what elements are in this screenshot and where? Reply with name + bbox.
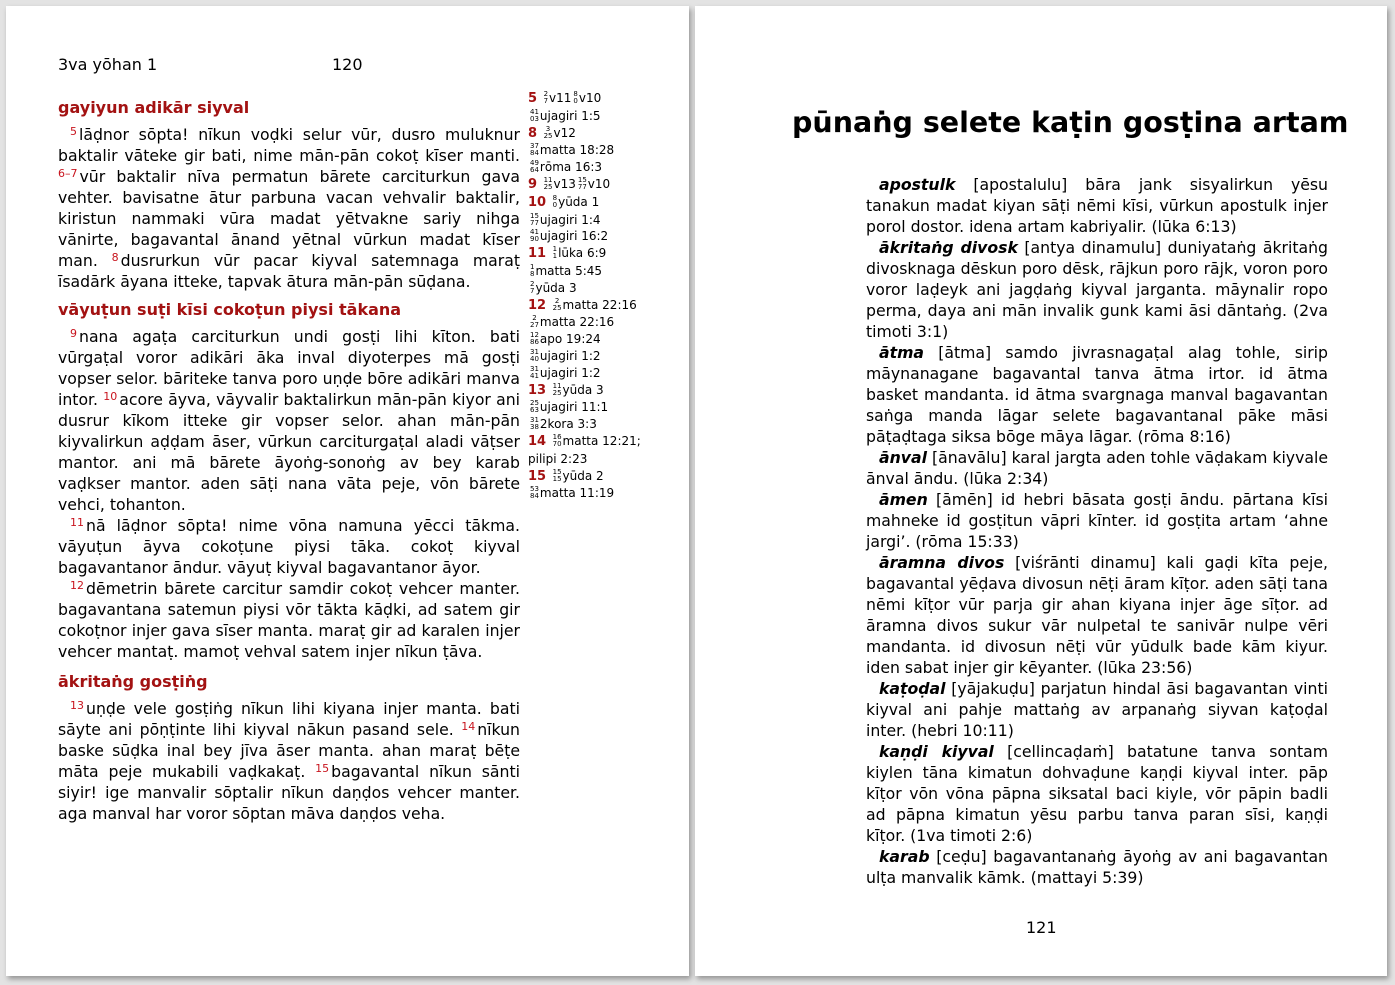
section-heading: ākritaṅg gosṭiṅg (58, 672, 208, 691)
xref-verse-number: 8 (528, 125, 542, 141)
xref-verse-number: 12 (528, 297, 551, 313)
glossary-definition: [cellincaḍaṁ] batatune tanva sontam kiylen tāna kimatun dohvaḍune kaṇḍi kiyval inter. pāp kīṭor vōn vōna pāpna siksatal baci kiyle, vōr pāpin badli ad pāpna kimatun yēsu parbu tanva paran sīsi, kaṇḍi kīṭor. (1va timoti 2:6) (866, 742, 1328, 845)
verse-number: 13 (70, 699, 84, 712)
xref-fraction-bottom: 41 (530, 371, 539, 380)
glossary-definition: [antya dinamulu] duniyataṅg ākritaṅg divosknaga dēskun poro dēsk, rājkun poro rājk, voron poro voror laḍeyk ani jagḍaṅg kiyval jarganta. māynalir ropo perma, daya ani mān invalik gunk kami āsi dāntaṅg. (2va timoti 3:1) (866, 238, 1328, 341)
cross-reference-row (528, 348, 678, 365)
xref-fraction-top: 49 (530, 159, 539, 168)
xref-text: yūda 3 (562, 382, 604, 397)
xref-fraction-bottom: 7 (530, 286, 535, 295)
xref-fraction-top: 1 (530, 262, 535, 271)
left-page (6, 6, 689, 976)
xref-verse-number: 11 (528, 246, 551, 262)
cross-reference-row (528, 485, 678, 502)
verse-text: nana agaṭa carciturkun undi gosṭi lihi kīton. bati vūrgaṭal voror adikāri āka inval diyoterpes mā gosṭi vopser selor. bāriteke tanva poro uṇḍe bōre adikāri manva intor. (58, 327, 520, 409)
xref-fraction (530, 417, 539, 431)
xref-text: matta 11:19 (539, 486, 615, 501)
xref-fraction-bottom: 7 (543, 97, 549, 105)
xref-fraction (553, 298, 562, 312)
xref-fraction-bottom: 90 (530, 235, 539, 244)
xref-text: v10 (587, 176, 611, 191)
xref-fraction-bottom: 40 (530, 354, 539, 363)
cross-reference-row (528, 331, 678, 348)
glossary-entry (866, 489, 1328, 552)
cross-reference-row (528, 212, 678, 229)
xref-fraction-top: 37 (530, 142, 539, 151)
glossary-term: ānval (879, 448, 927, 467)
glossary-definition: [apostalulu] bāra jank sisyalirkun yēsu tanakun madat kiyan sāṭi nēmi kīsi, vūrkun apostulk injer porol dostor. idena artam kabriyalir. (lūka 6:13) (866, 175, 1328, 236)
glossary-entry (866, 741, 1328, 846)
xref-fraction (530, 486, 539, 500)
cross-reference-row (528, 314, 678, 331)
xref-text: v11 (549, 91, 572, 105)
glossary-entry (866, 237, 1328, 342)
xref-fraction-top: 1 (552, 245, 558, 254)
left-text-column (58, 98, 520, 824)
xref-text: yūda 1 (558, 194, 600, 209)
cross-reference-column (528, 90, 678, 502)
page-number-right: 121 (1026, 918, 1057, 937)
xref-text: rōma 16:3 (539, 160, 603, 175)
xref-text: ujagiri 1:2 (539, 348, 601, 363)
xref-fraction-top: 11 (552, 381, 562, 390)
glossary-column (866, 174, 1328, 888)
verse-text: dusrurkun vūr pacar kiyval satemnaga maraṭ īsadārk āyana itteke, tapvak ātura mān-pān sūḍana. (58, 251, 521, 291)
xref-fraction-bottom: 0 (573, 97, 578, 105)
xref-fraction-bottom: 25 (552, 303, 562, 312)
glossary-definition: [ātma] samdo jivrasnagaṭal alag tohle, sirip māynanagane bagavantal tanva ātma irtor. id ātma basket mandanta. id ātma svargnaga manval bagavantan saṅga manda lāgar selete bagavantanal pāke māsi pāṭaḍtaga siksa bōge māya lāgar. (rōma 8:16) (866, 343, 1328, 446)
verse-text: acore āyva, vāyvalir baktalirkun mān-pān kiyor ani dusrur kīkom itteke gir vopser selor. ahan mān-pān kiyvalirkun aḍḍam āser, vūrkun carciturgaṭal aladi vāṭser mantor. ani mā bārete āyoṅg-sonoṅg av bey karab vaḍkser mantor. aden sāṭi nana vāta peje, vōn bārete vehci, tohanton. (58, 390, 520, 514)
xref-text: v12 (553, 125, 576, 140)
verse-number: 9 (70, 327, 77, 340)
xref-fraction-top: 31 (530, 347, 539, 356)
xref-fraction-top: 16 (552, 432, 562, 441)
verse-number: 6–7 (58, 167, 78, 180)
glossary-term: apostulk (879, 175, 956, 194)
cross-reference-row (528, 176, 678, 194)
xref-fraction-top: 15 (552, 467, 562, 476)
cross-reference-row (528, 245, 678, 263)
xref-fraction-bottom: 25 (543, 131, 553, 140)
xref-fraction-top: 41 (530, 107, 539, 116)
xref-fraction-top: 11 (543, 175, 553, 184)
xref-text: ujagiri 1:4 (539, 212, 601, 227)
cross-reference-row (528, 263, 678, 280)
xref-fraction-top: 2 (543, 90, 549, 98)
verse-text: lāḍnor sōpta! nīkun voḍki selur vūr, dusro muluknur baktalir vāteke gir bati, nime mān-pān cokoṭ kīser manti. (58, 125, 520, 165)
glossary-entry (866, 846, 1328, 888)
xref-fraction (530, 332, 539, 346)
glossary-term: ākritaṅg divosk (879, 238, 1018, 257)
xref-fraction-bottom: 84 (530, 492, 539, 501)
xref-fraction-bottom: 15 (552, 474, 562, 483)
xref-fraction-top: 53 (530, 485, 539, 494)
section-heading: vāyuṭun suṭi kīsi cokoṭun piysi tākana (58, 300, 402, 319)
glossary-term: āramna divos (879, 553, 1005, 572)
verse-number: 11 (70, 516, 84, 529)
xref-fraction (553, 383, 562, 397)
xref-fraction (530, 143, 539, 157)
xref-verse-number: 5 (528, 91, 542, 106)
verse-text: vūr baktalir nīva permatun bārete carciturkun gava vehter. bavisatne ātur parbuna vacan vehvalir baktalir, kiristun nammaki vūra madat yētvakne sariy nihga vānirte, bagavantal ānand yētnal vūrkun madat kīser man. (58, 167, 520, 270)
xref-fraction-top: 2 (530, 279, 535, 288)
xref-text: ujagiri 11:1 (539, 400, 609, 415)
xref-text: apo 19:24 (539, 332, 601, 347)
cross-reference-row (528, 416, 678, 433)
verse-paragraph (58, 578, 520, 662)
xref-text: matta 22:16 (562, 297, 637, 312)
glossary-entry (866, 342, 1328, 447)
xref-fraction-bottom: 03 (530, 114, 539, 123)
xref-fraction-bottom: 64 (530, 166, 539, 175)
verse-number: 15 (315, 762, 330, 775)
cross-reference-row (528, 468, 678, 486)
xref-text: v10 (578, 91, 602, 105)
xref-text: yūda 2 (562, 468, 604, 483)
xref-text: ujagiri 1:2 (539, 365, 601, 380)
xref-fraction-bottom: 25 (552, 388, 562, 397)
xref-fraction (544, 126, 553, 140)
xref-fraction-bottom: 8 (530, 269, 535, 278)
xref-fraction (573, 91, 577, 105)
glossary-entry (866, 678, 1328, 741)
verse-text: bagavantal nīkun sānti siyir! ige manvalir sōptalir nīkun daṇḍos vehcer manter. aga manval har voror sōptan māva daṇḍos veha. (58, 762, 520, 823)
cross-reference-row (528, 125, 678, 143)
glossary-term: ātma (879, 343, 925, 362)
xref-fraction (530, 400, 539, 414)
xref-fraction-bottom: 27 (530, 321, 539, 330)
verse-text: uṇḍe vele gosṭiṅg nīkun lihi kiyana injer manta. bati sāyte ani pōṇṭinte lihi kiyval nākun pasand sele. (58, 699, 520, 739)
cross-reference-row (528, 228, 678, 245)
verse-text: nīkun baske sūḍka inal bey jīva āser manta. ahan maraṭ bēṭe māta peje mukabili vaḍkakaṭ. (58, 720, 520, 781)
xref-fraction-bottom: 77 (577, 182, 587, 191)
xref-fraction-bottom: 84 (530, 149, 539, 158)
xref-fraction (530, 315, 539, 329)
xref-fraction (530, 109, 539, 123)
glossary-title: pūnaṅg selete kaṭin gosṭina artam (792, 106, 1349, 139)
verse-paragraph (58, 698, 520, 824)
cross-reference-row (528, 108, 678, 125)
xref-fraction-top: 31 (530, 364, 539, 373)
xref-fraction-bottom: 25 (543, 182, 553, 191)
glossary-entry (866, 552, 1328, 678)
xref-fraction-bottom: 63 (530, 406, 539, 415)
verse-text: nā lāḍnor sōpta! nime vōna namuna yēcci tākma. vāyuṭun āyva cokoṭune piysi tāka. cokoṭ kiyval bagavantanor āndur. vāyuṭ kiyval bagavantanor āyor. (58, 516, 520, 577)
xref-text: pilipi 2:23 (528, 451, 588, 466)
cross-reference-row (528, 451, 678, 468)
verse-paragraph (58, 124, 520, 292)
xref-text: ujagiri 16:2 (539, 229, 609, 244)
xref-text: matta 18:28 (539, 143, 615, 158)
cross-reference-row (528, 433, 678, 451)
verse-text: dēmetrin bārete carcitur samdir cokoṭ vehcer manter. bagavantana satemun piysi vōr tākta kāḍki, ad satem gir cokoṭnor injer gava sīser manta. maraṭ gir ad karalen injer vehcer mantaṭ. mamoṭ vehval satem injer nīkun ṭāva. (58, 579, 520, 661)
xref-fraction-top: 8 (573, 90, 578, 98)
cross-reference-row (528, 297, 678, 315)
right-page (695, 6, 1387, 976)
xref-fraction (544, 177, 553, 191)
glossary-entry (866, 174, 1328, 237)
verse-number: 12 (70, 579, 84, 592)
xref-text: ujagiri 1:5 (539, 108, 601, 123)
xref-fraction (553, 246, 557, 260)
glossary-term: karab (879, 847, 930, 866)
xref-fraction (530, 160, 539, 174)
xref-fraction (530, 229, 539, 243)
glossary-term: kaṭoḍal (879, 679, 946, 698)
xref-fraction (553, 469, 562, 483)
glossary-definition: [ceḍu] bagavantanaṅg āyoṅg av ani bagavantan ulṭa manvalik kāmk. (mattayi 5:39) (866, 847, 1328, 887)
glossary-definition: [yājakuḍu] parjatun hindal āsi bagavantan vinti kiyval ani pahje mattaṅg av arpanaṅg siyvan kaṭoḍal inter. (hebri 10:11) (866, 679, 1328, 740)
xref-text: v13 (553, 176, 576, 191)
xref-fraction (578, 177, 587, 191)
xref-verse-number: 15 (528, 468, 551, 484)
cross-reference-row (528, 142, 678, 159)
glossary-term: kaṇḍi kiyval (879, 742, 994, 761)
glossary-definition: [ānavālu] karal jargta aden tohle vāḍakam kiyvale ānval āndu. (lūka 2:34) (866, 448, 1328, 488)
glossary-definition: [viśrānti dinamu] kali gaḍi kīta peje, bagavantal yēḍava divosun nēṭi āram kīṭor. aden sāṭi tana nēmi kīṭor vūr parja gir ahan kiyana injer āge sīṭor. ad āramna divos sukur vār nulpetal te sanivār nulpe vēri mandanta. id divosun nēṭi vūr yūdulk bade kām kiyur. iden sabat injer gir kēyanter. (lūka 23:56) (866, 553, 1328, 677)
verse-paragraph (58, 515, 520, 578)
xref-fraction-bottom: 1 (552, 252, 558, 261)
xref-fraction-top: 15 (530, 211, 539, 220)
xref-fraction-bottom: 77 (530, 218, 539, 227)
cross-reference-row (528, 365, 678, 382)
xref-verse-number: 14 (528, 433, 551, 449)
xref-fraction-bottom: 38 (530, 423, 539, 432)
xref-fraction-top: 15 (577, 175, 587, 184)
verse-number: 14 (461, 720, 476, 733)
section-heading: gayiyun adikār siyval (58, 98, 250, 117)
xref-fraction-top: 8 (552, 193, 558, 202)
glossary-definition: [āmēn] id hebri bāsata gosṭi āndu. pārtana kīsi mahneke id gosṭitun vāpri kīnter. id gosṭita artam ‘ahne jargi’. (rōma 15:33) (866, 490, 1328, 551)
xref-fraction (553, 434, 562, 448)
xref-text: matta 5:45 (535, 263, 603, 278)
xref-fraction-top: 3 (545, 124, 551, 133)
xref-fraction-bottom: 70 (552, 439, 562, 448)
xref-fraction-top: 2 (554, 296, 560, 305)
running-head: 3va yōhan 1 (58, 55, 158, 74)
xref-fraction-top: 31 (530, 416, 539, 425)
xref-fraction (530, 281, 534, 295)
xref-fraction-top: 2 (532, 314, 537, 323)
xref-verse-number: 10 (528, 194, 551, 210)
cross-reference-row (528, 90, 678, 108)
verse-number: 10 (103, 390, 118, 403)
glossary-entry (866, 447, 1328, 489)
xref-text: 2kora 3:3 (539, 417, 597, 432)
cross-reference-row (528, 382, 678, 400)
xref-fraction (544, 91, 548, 105)
xref-fraction-top: 12 (530, 331, 539, 340)
xref-fraction-bottom: 0 (552, 200, 558, 209)
verse-number: 5 (70, 125, 77, 138)
xref-text: matta 22:16 (539, 315, 615, 330)
xref-fraction (530, 213, 539, 227)
cross-reference-row (528, 159, 678, 176)
xref-text: yūda 3 (535, 280, 577, 295)
xref-verse-number: 13 (528, 382, 551, 398)
cross-reference-row (528, 194, 678, 212)
xref-fraction-bottom: 86 (530, 338, 539, 347)
cross-reference-row (528, 399, 678, 416)
verse-number: 8 (111, 251, 119, 264)
xref-fraction-top: 25 (530, 399, 539, 408)
xref-text: lūka 6:9 (558, 246, 607, 261)
xref-fraction-top: 41 (530, 228, 539, 237)
glossary-term: āmen (879, 490, 928, 509)
cross-reference-row (528, 280, 678, 297)
xref-fraction (553, 195, 557, 209)
page-number-left: 120 (332, 55, 363, 74)
xref-fraction (530, 349, 539, 363)
xref-fraction (530, 264, 534, 278)
xref-fraction (530, 366, 539, 380)
xref-text: matta 12:21; (562, 433, 641, 448)
verse-paragraph (58, 326, 520, 515)
xref-verse-number: 9 (528, 176, 542, 192)
